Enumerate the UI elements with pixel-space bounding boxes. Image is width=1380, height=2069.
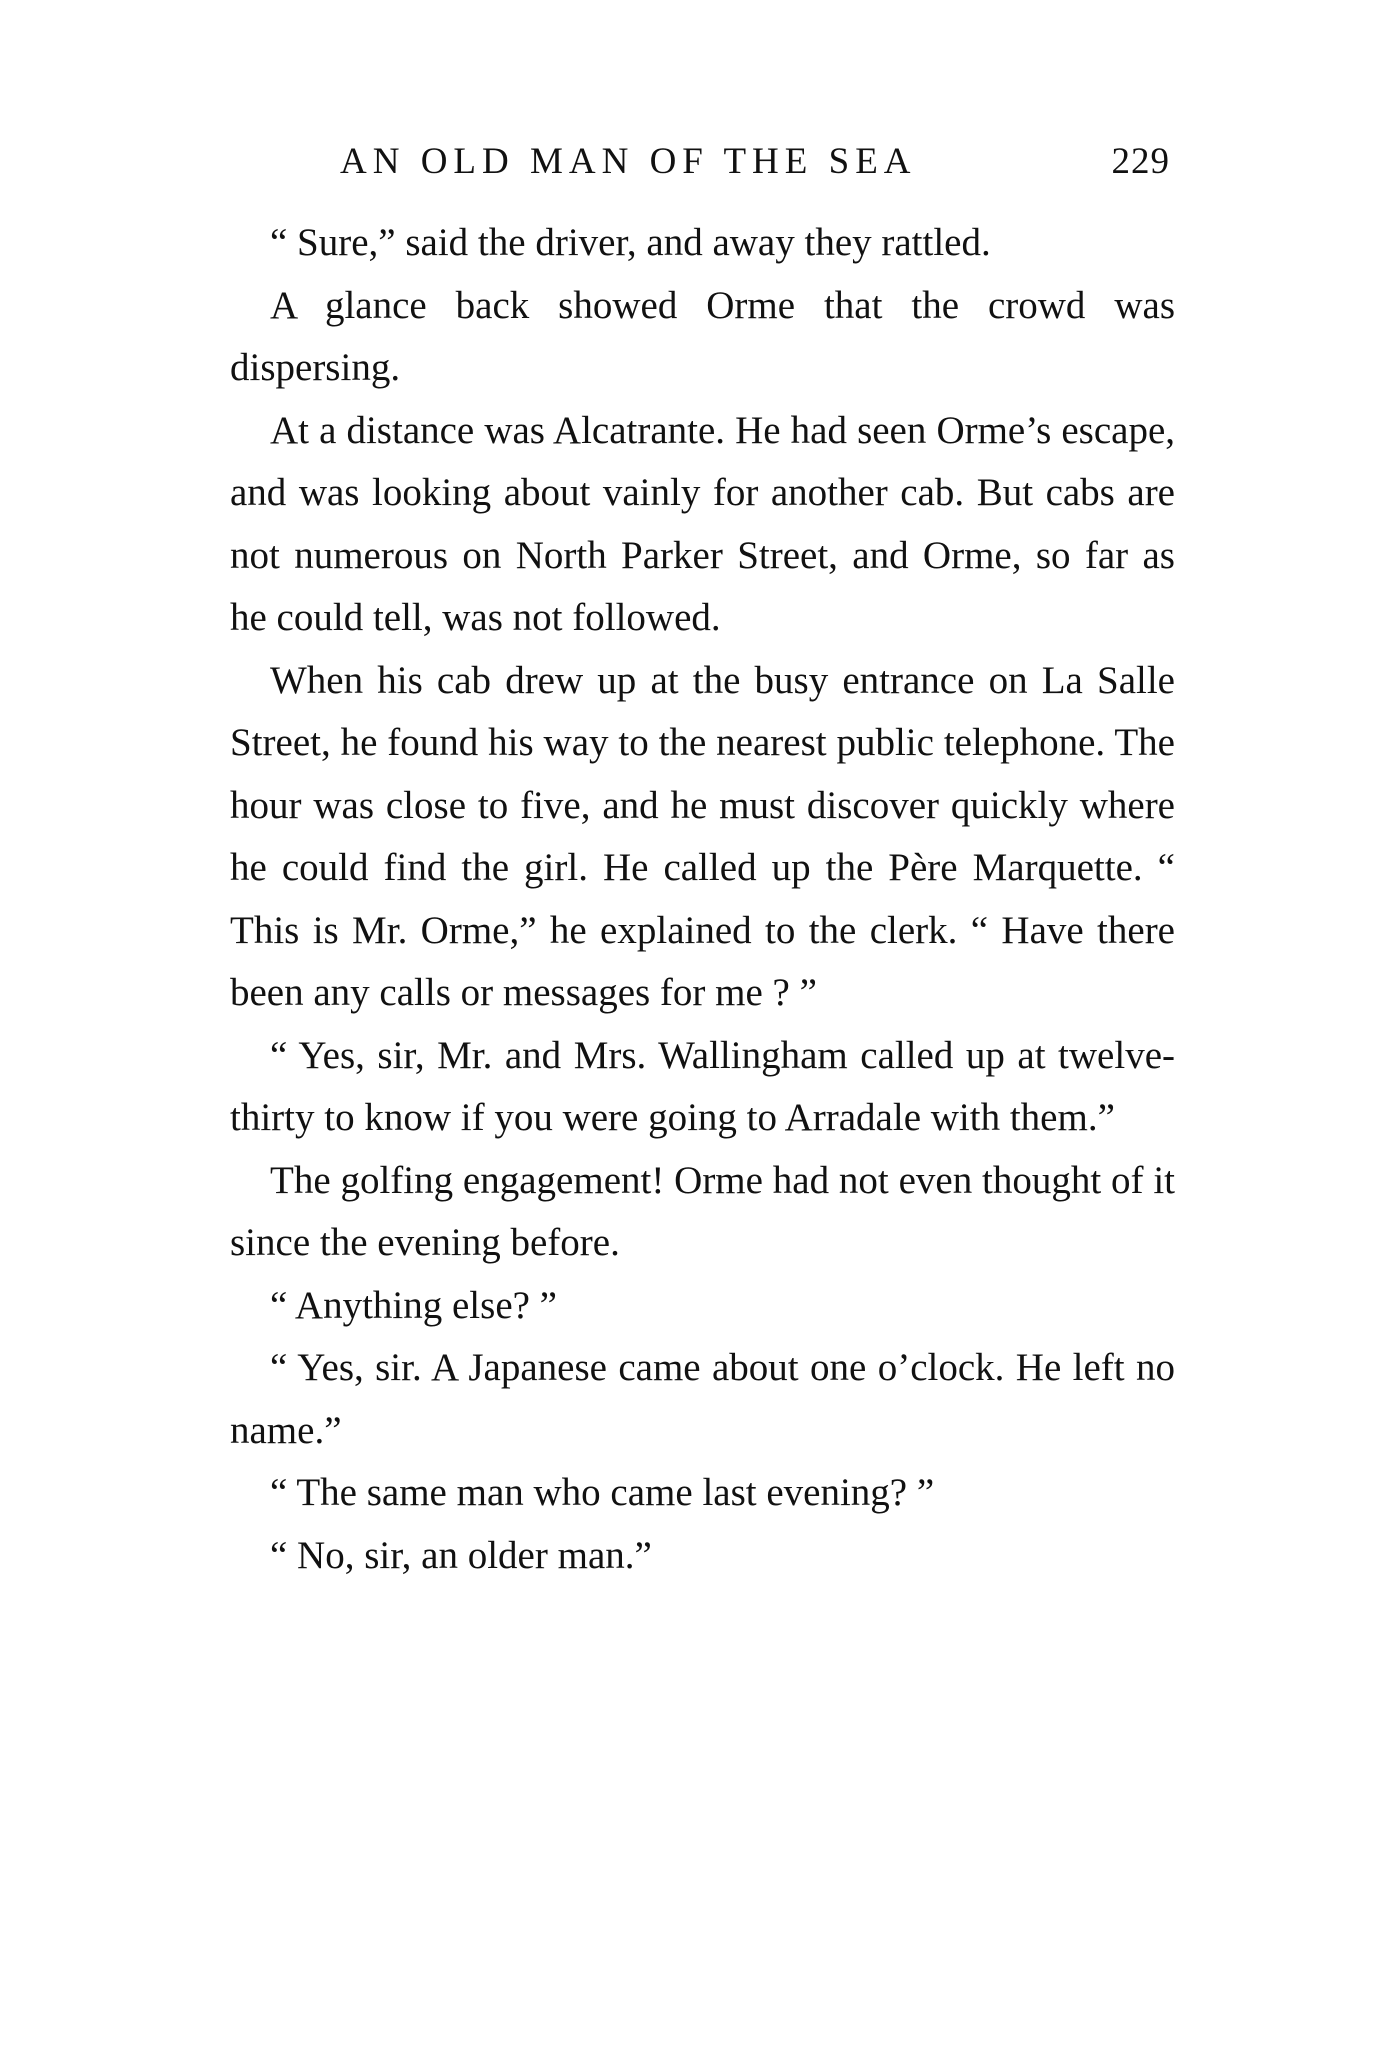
running-head-title: AN OLD MAN OF THE SEA — [340, 141, 917, 182]
paragraph: “ Yes, sir. A Japanese came about one o’clock. He left no name.” — [230, 1346, 1175, 1452]
paragraph: “ The same man who came last evening? ” — [270, 1471, 935, 1514]
paragraph: “ Sure,” said the driver, and away they rattled. — [270, 221, 991, 264]
body-text — [230, 212, 1175, 1587]
paragraph: “ No, sir, an older man.” — [270, 1533, 652, 1577]
page-number: 229 — [1111, 141, 1170, 182]
paragraph: When his cab drew up at the busy entrance on La Salle Street, he found his way to the nearest public telephone. The hour was close to five, and he must discover quickly where he could find the girl. He called up the Père Marquette. “ This is Mr. Orme,” he explained to the clerk. “ Have there been any calls or messages for me ? ” — [230, 658, 1175, 1014]
paragraph: At a distance was Alcatrante. He had seen Orme’s escape, and was looking about vainly for another cab. But cabs are not numerous on North Parker Street, and Orme, so far as he could tell, was not followed. — [230, 408, 1175, 639]
paragraph: The golfing engagement! Orme had not even thought of it since the evening before. — [230, 1158, 1175, 1264]
paragraph: A glance back showed Orme that the crowd was dispersing. — [230, 283, 1175, 389]
running-head — [330, 140, 1170, 190]
paragraph: “ Yes, sir, Mr. and Mrs. Wallingham called up at twelve-thirty to know if you were going to Arradale with them.” — [230, 1033, 1175, 1139]
paragraph: “ Anything else? ” — [270, 1283, 557, 1327]
